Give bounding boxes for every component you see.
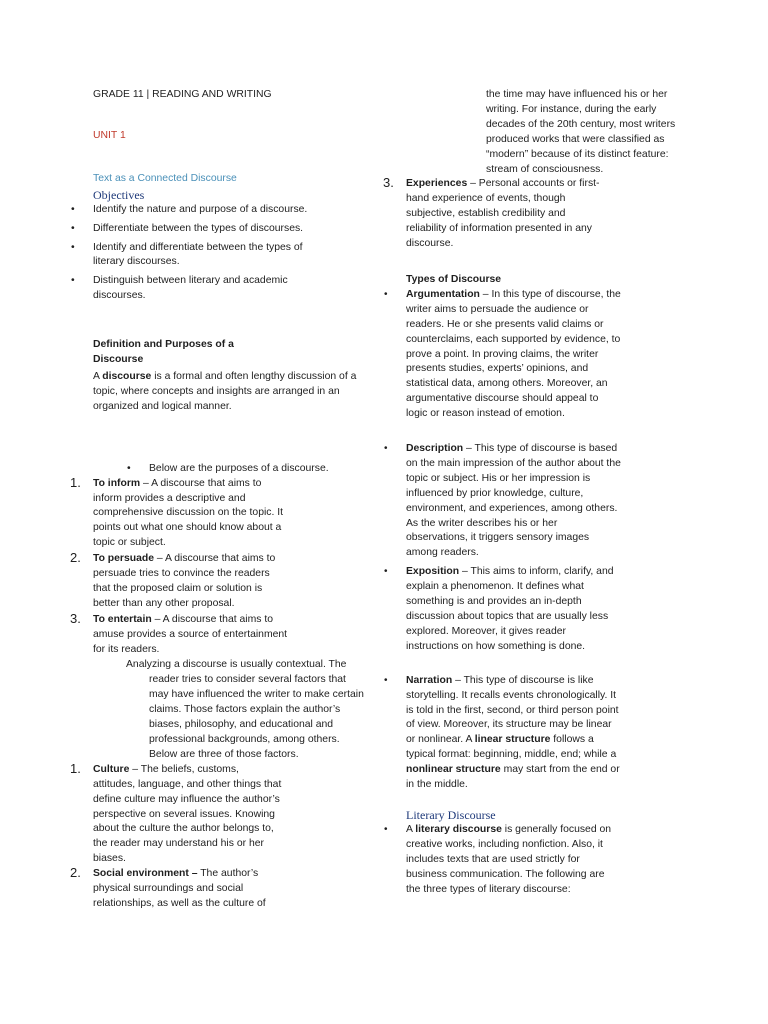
section-title: Text as a Connected Discourse: [93, 172, 237, 184]
bullet-icon: •: [71, 275, 75, 287]
list-item: 2. Social environment – The author’s physical surroundings and social relationships, as well as the culture of: [70, 865, 266, 909]
page-header: GRADE 11 | READING AND WRITING: [93, 89, 272, 100]
purposes-intro-item: • Below are the purposes of a discourse.: [149, 462, 373, 477]
definition-paragraph: A discourse is a formal and often lengthy discussion of a topic, where concepts and insights are arranged in an organized and logical manner.: [93, 370, 357, 412]
factors-list: [70, 760, 283, 912]
list-item: • Identify and differentiate between the types of literary discourses.: [71, 241, 303, 268]
list-item: • Identify the nature and purpose of a discourse.: [93, 203, 325, 218]
left-column: [70, 88, 373, 912]
list-item: 1. To inform – A discourse that aims to inform provides a descriptive and comprehensive discussion on the topic. It points out what one should know about a topic or subject.: [70, 474, 284, 549]
list-item: • A literary discourse is generally focused on creative works, including nonfiction. Also, it includes texts that are used strictly for business communication. The following are the three types of literary discourse:: [384, 823, 612, 895]
list-item: • Differentiate between the types of discourses.: [93, 222, 325, 237]
literary-list: [384, 823, 621, 898]
bullet-icon: •: [71, 241, 75, 253]
types-list: [384, 288, 621, 793]
bullet-icon: •: [71, 222, 75, 234]
list-item: 3. To entertain – A discourse that aims to amuse provides a source of entertainment for its readers.: [70, 610, 288, 655]
list-item: • Narration – This type of discourse is like storytelling. It recalls events chronologically. It is told in the first, second, or third person point of view. Moreover, its structure may be linear or nonlinear. A linear structure follows a typical format: beginning, middle, end; while a nonlinear structure may start from the end or in the middle.: [384, 674, 620, 791]
list-item: • Exposition – This aims to inform, clarify, and explain a phenomenon. It defines what something is and provides an in-depth discussion about topics that are usually less explored. Moreover, it gives reader instructions on how something is done.: [384, 566, 614, 652]
right-column: [383, 88, 686, 898]
list-item: 2. To persuade – A discourse that aims to persuade tries to convince the readers that the proposed claim or solution is better than any other proposal.: [70, 550, 276, 609]
analyzing-paragraph: Analyzing a discourse is usually contextual. The reader tries to consider several factors that may have influenced the writer to make certain claims. Those factors explain the author’s biases, philosophy, and educational and professional backgrounds, among others. Below are three of those factors.: [126, 659, 364, 760]
bullet-icon: •: [384, 288, 388, 300]
purposes-list: [70, 474, 288, 658]
literary-heading: Literary Discourse: [406, 807, 496, 822]
list-item: • Distinguish between literary and academic discourses.: [71, 275, 288, 302]
factors-list-continued: [383, 175, 606, 252]
list-item: • Description – This type of discourse is based on the main impression of the author about the topic or subject. His or her impression is influenced by prior knowledge, culture, environment, and experiences, among others. As the writer describes his or her observations, it triggers sensory images among readers.: [384, 443, 621, 559]
bullet-icon: •: [384, 674, 388, 686]
list-item: • Argumentation – In this type of discourse, the writer aims to persuade the audience or readers. He or she presents valid claims or counterclaims, each supported by evidence, to prove a point. In proving claims, the writer presents studies, experts’ opinions, and statistical data, among others. Moreover, an argumentative discourse should appeal to logic or reason instead of emotion.: [384, 288, 621, 420]
bullet-icon: •: [127, 462, 131, 474]
unit-label: UNIT 1: [93, 129, 126, 141]
list-item: 1. Culture – The beliefs, customs, attitudes, language, and other things that define culture may influence the author’s perspective on several issues. Knowing about the culture the author belongs to, the reader may understand his or her biases.: [70, 760, 282, 865]
bullet-icon: •: [71, 203, 75, 215]
continuation-paragraph: the time may have influenced his or her writing. For instance, during the early decades of the 20th century, most writers produced works that were classified as “modern” because of its distinct feature: stream of consciousness.: [486, 89, 676, 175]
objectives-list: [71, 203, 325, 304]
objectives-heading: Objectives: [93, 187, 145, 202]
types-heading: Types of Discourse: [406, 273, 502, 285]
definition-heading: Definition and Purposes of a Discourse: [93, 339, 234, 366]
bullet-icon: •: [384, 443, 388, 455]
bullet-icon: •: [384, 823, 388, 835]
list-item: 3. Experiences – Personal accounts or first-hand experience of events, though subjective, establish credibility and reliability of information presented in any discourse.: [383, 175, 600, 250]
bullet-icon: •: [384, 566, 388, 578]
